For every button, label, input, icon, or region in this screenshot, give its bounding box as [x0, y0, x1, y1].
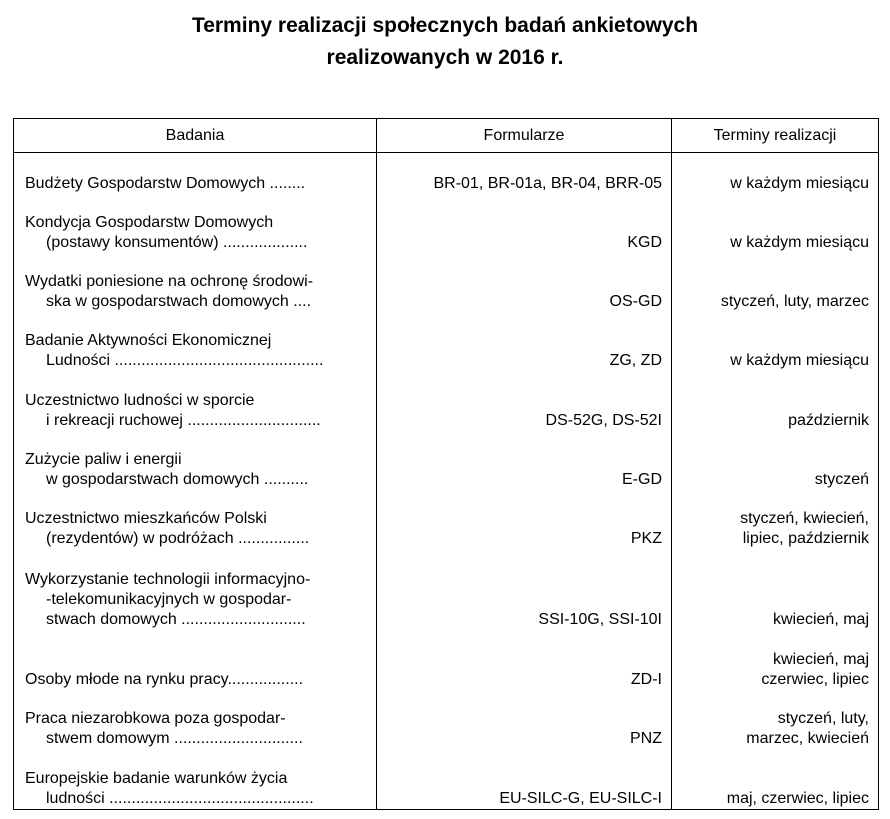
badanie-cell: [25, 769, 365, 809]
header-badania: Badania: [165, 127, 225, 144]
badanie-line: stwem domowym .............................: [46, 730, 303, 747]
formularze-cell: KGD: [627, 234, 662, 251]
badanie-line: Wykorzystanie technologii informacyjno-: [25, 571, 311, 588]
badanie-line: Europejskie badanie warunków życia: [25, 770, 288, 787]
terminy-line: marzec, kwiecień: [746, 730, 869, 747]
terminy-line: styczeń: [814, 471, 869, 488]
badanie-line: (postawy konsumentów) ...................: [46, 234, 308, 251]
title-line-2: realizowanych w 2016 r.: [326, 46, 564, 69]
terminy-line: lipiec, październik: [742, 530, 869, 547]
terminy-line: maj, czerwiec, lipiec: [726, 790, 869, 807]
page-title: [0, 10, 890, 74]
badanie-line: Wydatki poniesione na ochronę środowi-: [25, 273, 314, 290]
badanie-line: Budżety Gospodarstw Domowych ........: [25, 175, 306, 192]
badanie-line: ska w gospodarstwach domowych ....: [46, 293, 312, 310]
badanie-line: (rezydentów) w podróżach ................: [46, 530, 310, 547]
terminy-line: styczeń, luty, marzec: [720, 293, 869, 310]
formularze-cell: OS-GD: [609, 293, 662, 310]
terminy-line: w każdym miesiącu: [730, 175, 869, 192]
terminy-line: styczeń, kwiecień,: [740, 510, 869, 527]
badanie-line: ludności ..............................................: [46, 790, 314, 807]
formularze-cell: EU-SILC-G, EU-SILC-I: [499, 790, 662, 807]
badanie-line: Kondycja Gospodarstw Domowych: [25, 214, 274, 231]
badanie-line: Uczestnictwo mieszkańców Polski: [25, 510, 267, 527]
badanie-line: stwach domowych ............................: [46, 611, 306, 628]
badanie-line: Ludności ...............................................: [46, 352, 324, 369]
terminy-line: kwiecień, maj: [772, 611, 869, 628]
terminy-line: czerwiec, lipiec: [761, 671, 869, 688]
badanie-line: Zużycie paliw i energii: [25, 451, 182, 468]
survey-table: [13, 118, 879, 810]
terminy-line: w każdym miesiącu: [730, 352, 869, 369]
header-formularze: Formularze: [483, 127, 565, 144]
badanie-line: w gospodarstwach domowych ..........: [46, 471, 309, 488]
formularze-cell: DS-52G, DS-52I: [545, 412, 662, 429]
terminy-line: styczeń, luty,: [777, 710, 869, 727]
formularze-cell: PNZ: [630, 730, 662, 747]
terminy-line: kwiecień, maj: [772, 651, 869, 668]
formularze-cell: SSI-10G, SSI-10I: [538, 611, 662, 628]
badanie-line: Praca niezarobkowa poza gospodar-: [25, 710, 286, 727]
terminy-line: październik: [788, 412, 869, 429]
terminy-cell: [673, 789, 869, 809]
table-row: [14, 119, 878, 809]
badanie-line: Uczestnictwo ludności w sporcie: [25, 392, 255, 409]
badanie-line: Osoby młode na rynku pracy.................: [25, 671, 304, 688]
formularze-cell: PKZ: [630, 530, 662, 547]
badanie-line: -telekomunikacyjnych w gospodar-: [46, 591, 292, 608]
badanie-line: i rekreacji ruchowej ..............................: [46, 412, 321, 429]
terminy-line: w każdym miesiącu: [730, 234, 869, 251]
formularze-cell: BR-01, BR-01a, BR-04, BRR-05: [433, 175, 662, 192]
formularze-cell: E-GD: [622, 471, 662, 488]
formularze-cell: ZG, ZD: [609, 352, 662, 369]
formularze-cell: ZD-I: [630, 671, 662, 688]
title-line-1: Terminy realizacji społecznych badań ankietowych: [191, 14, 699, 37]
badanie-line: Badanie Aktywności Ekonomicznej: [25, 332, 272, 349]
header-terminy: Terminy realizacji: [713, 127, 837, 144]
